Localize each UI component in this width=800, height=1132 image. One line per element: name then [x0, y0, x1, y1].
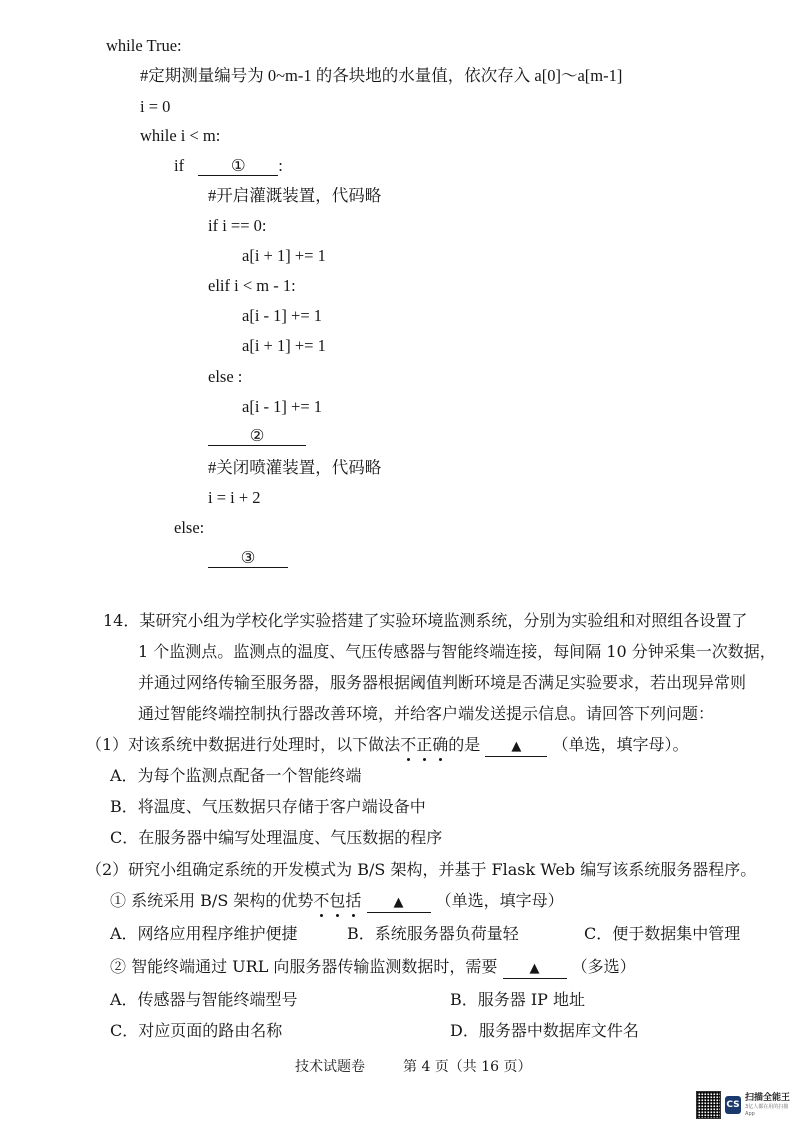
code-line-blank3	[208, 548, 288, 568]
part2-1-option-c: C．便于数据集中管理	[584, 924, 741, 943]
qr-code-icon	[696, 1091, 721, 1119]
code-line-a-plus: a[i + 1] += 1	[242, 246, 326, 265]
part2-2-option-c: C．对应页面的路由名称	[110, 1021, 283, 1040]
code-line-while-i: while i < m:	[140, 126, 221, 145]
part1-text-c: （单选，填字母）。	[552, 735, 689, 754]
part2-prompt: （2）研究小组确定系统的开发模式为 B/S 架构，并基于 Flask Web 编写该系统服务器程序。	[86, 860, 757, 879]
question-stem-1: 某研究小组为学校化学实验搭建了实验环境监测系统，分别为实验组和对照组各设置了	[139, 611, 748, 630]
code-line-else-inner: else :	[208, 367, 243, 386]
part1-prompt	[86, 735, 688, 757]
part1-option-a: A．为每个监测点配备一个智能终端	[110, 766, 362, 785]
code-line-if-blank1	[174, 156, 283, 176]
part2-2-prompt	[110, 957, 636, 979]
fill-blank-1[interactable]: ①	[198, 157, 278, 176]
code-line-if-i0: if i == 0:	[208, 216, 267, 235]
part1-option-c: C．在服务器中编写处理温度、气压数据的程序	[110, 828, 443, 847]
part1-option-b: B．将温度、气压数据只存储于客户端设备中	[110, 797, 426, 816]
emphasis-char: 包	[329, 891, 346, 910]
part2-2-text-a: ② 智能终端通过 URL 向服务器传输监测数据时，需要	[110, 957, 498, 976]
fill-blank-3[interactable]: ③	[208, 549, 288, 568]
code-if-keyword: if	[174, 156, 185, 175]
question-stem-2: 1 个监测点。监测点的温度、气压传感器与智能终端连接，每间隔 10 分钟采集一次数据，	[138, 642, 776, 661]
answer-blank-p2-2[interactable]: ▲	[503, 960, 567, 979]
part2-2-option-b: B．服务器 IP 地址	[450, 990, 586, 1009]
question-number: 14．	[103, 611, 140, 630]
code-comment-measure: #定期测量编号为 0~m-1 的各块地的水量值，依次存入 a[0]～a[m-1]	[140, 66, 623, 85]
part2-2-option-a: A．传感器与智能终端型号	[110, 990, 298, 1009]
question-stem-4: 通过智能终端控制执行器改善环境，并给客户端发送提示信息。请回答下列问题：	[138, 704, 715, 723]
answer-blank-p1[interactable]: ▲	[485, 738, 547, 757]
part2-1-text-c: （单选，填字母）	[435, 891, 564, 910]
part1-text-b: 的是	[448, 735, 481, 754]
code-line-else-outer: else:	[174, 518, 205, 537]
code-line-a-minus-2: a[i - 1] += 1	[242, 397, 323, 416]
scanner-app-slogan: 3亿人都在用的扫描App	[745, 1103, 789, 1117]
footer-subject: 技术试题卷	[295, 1059, 365, 1075]
emphasis-char: 正	[416, 735, 433, 754]
part2-2-option-d: D．服务器中数据库文件名	[450, 1021, 639, 1040]
emphasis-char: 不	[313, 891, 330, 910]
code-line-a-minus: a[i - 1] += 1	[242, 306, 323, 325]
scanner-app-name: 扫描全能王	[745, 1092, 791, 1103]
part2-1-prompt	[110, 891, 564, 913]
code-comment-close: #关闭喷灌装置，代码略	[208, 458, 382, 477]
code-line-a-plus-2: a[i + 1] += 1	[242, 336, 326, 355]
part2-1-option-b: B．系统服务器负荷量轻	[347, 924, 519, 943]
code-comment-open: #开启灌溉装置，代码略	[208, 186, 382, 205]
emphasis-char: 不	[400, 735, 417, 754]
camscanner-logo-icon: CS	[725, 1096, 741, 1114]
code-colon: :	[278, 156, 283, 175]
part1-text-a: （1）对该系统中数据进行处理时，以下做法	[86, 735, 401, 754]
fill-blank-2[interactable]: ②	[208, 427, 306, 446]
scanner-text	[745, 1093, 792, 1118]
code-line-blank2	[208, 426, 306, 446]
emphasis-char: 确	[432, 735, 449, 754]
part2-1-option-a: A．网络应用程序维护便捷	[110, 924, 298, 943]
answer-blank-p2-1[interactable]: ▲	[367, 894, 431, 913]
code-line-i-init: i = 0	[140, 97, 171, 116]
question-14-line1	[103, 611, 747, 631]
code-line-i-inc: i = i + 2	[208, 488, 261, 507]
part2-2-text-c: （多选）	[571, 957, 636, 976]
part2-1-text-a: ① 系统采用 B/S 架构的优势	[110, 891, 314, 910]
question-stem-3: 并通过网络传输至服务器，服务器根据阈值判断环境是否满足实验要求，若出现异常则	[138, 673, 747, 692]
scanner-watermark	[696, 1090, 792, 1120]
footer-page-number: 第 4 页（共 16 页）	[403, 1059, 532, 1075]
code-line-while-true: while True:	[106, 36, 182, 55]
emphasis-char: 括	[345, 891, 362, 910]
code-line-elif: elif i < m - 1:	[208, 276, 296, 295]
